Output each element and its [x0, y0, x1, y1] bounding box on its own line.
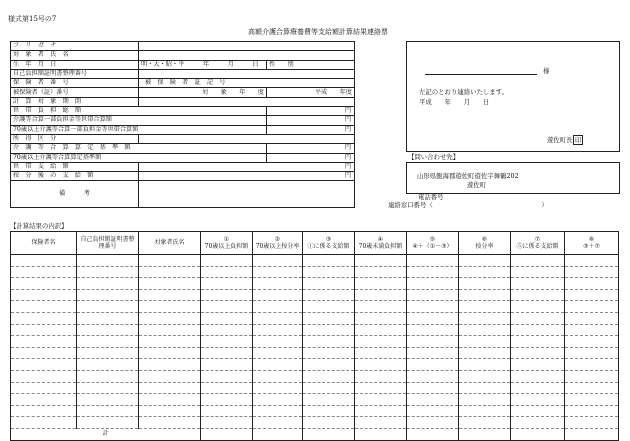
insurer-number-label: 保 険 者 番 号 — [11, 79, 139, 88]
table-cell[interactable] — [139, 359, 201, 371]
table-cell[interactable] — [139, 347, 201, 359]
table-cell[interactable] — [201, 370, 253, 382]
table-cell[interactable] — [77, 394, 139, 406]
table-cell[interactable] — [355, 336, 407, 348]
table-cell[interactable] — [11, 336, 77, 348]
contact-box — [406, 162, 620, 194]
sex-label[interactable]: 性 別 — [267, 60, 355, 69]
table-cell[interactable] — [253, 394, 303, 406]
table-cell[interactable] — [565, 324, 619, 336]
table-cell[interactable] — [511, 370, 565, 382]
results-col-number: ⑤ — [429, 235, 436, 243]
table-cell[interactable] — [11, 289, 77, 301]
table-cell[interactable] — [355, 255, 407, 267]
yen-3: 円 — [267, 125, 355, 134]
table-row — [11, 359, 619, 371]
table-cell[interactable] — [253, 359, 303, 371]
sender-name: 遊佐町長 — [547, 136, 573, 144]
table-cell[interactable] — [459, 289, 511, 301]
table-cell[interactable] — [11, 312, 77, 324]
table-cell[interactable] — [511, 312, 565, 324]
table-row — [11, 266, 619, 278]
results-col-label: ③＋⑦ — [583, 243, 600, 250]
table-cell[interactable] — [459, 324, 511, 336]
results-col-number: ③ — [325, 235, 332, 243]
results-table — [10, 231, 619, 441]
table-row — [11, 336, 619, 348]
table-cell[interactable] — [459, 301, 511, 313]
table-cell[interactable] — [355, 266, 407, 278]
table-cell[interactable] — [511, 382, 565, 394]
table-cell[interactable] — [11, 394, 77, 406]
table-cell[interactable] — [355, 382, 407, 394]
sama-label: 様 — [543, 67, 550, 75]
table-cell[interactable] — [201, 336, 253, 348]
over70-standard-label: 70歳以上介護等合算算定基準額 — [11, 153, 267, 162]
table-cell[interactable] — [253, 266, 303, 278]
notice-date: 平成 年 月 日 — [419, 98, 490, 106]
total-label: 計 — [11, 428, 201, 440]
table-row — [11, 417, 619, 429]
table-cell[interactable] — [201, 394, 253, 406]
table-cell[interactable] — [77, 312, 139, 324]
table-cell[interactable] — [565, 255, 619, 267]
results-col-label: 70歳以上按分率 — [255, 243, 300, 250]
remarks-field[interactable] — [139, 181, 355, 208]
table-cell[interactable] — [303, 359, 355, 371]
results-col-header — [77, 232, 139, 255]
table-cell[interactable] — [355, 289, 407, 301]
table-cell[interactable] — [407, 324, 459, 336]
table-cell[interactable] — [11, 255, 77, 267]
table-cell[interactable] — [201, 382, 253, 394]
total-cell[interactable] — [201, 428, 253, 440]
results-col-number: ⑥ — [481, 235, 488, 243]
results-col-number: ② — [274, 235, 281, 243]
table-cell[interactable] — [565, 347, 619, 359]
care-combined-label: 介護等合算一部負担金等世帯合算額 — [11, 116, 267, 125]
table-cell[interactable] — [355, 301, 407, 313]
table-cell[interactable] — [303, 255, 355, 267]
table-cell[interactable] — [355, 359, 407, 371]
table-cell[interactable] — [201, 417, 253, 429]
results-col-label: 70歳以上負担額 — [204, 243, 249, 250]
table-cell[interactable] — [303, 266, 355, 278]
table-cell[interactable] — [77, 347, 139, 359]
yen-2: 円 — [267, 116, 355, 125]
table-cell[interactable] — [201, 301, 253, 313]
table-row — [11, 278, 619, 290]
results-col-number: ⑦ — [534, 235, 541, 243]
calc-period-field[interactable] — [139, 97, 355, 106]
table-cell[interactable] — [139, 266, 201, 278]
table-cell[interactable] — [565, 394, 619, 406]
table-cell[interactable] — [303, 278, 355, 290]
results-col-header — [511, 232, 565, 255]
table-cell[interactable] — [511, 347, 565, 359]
results-col-number: ⑧ — [588, 235, 595, 243]
table-cell[interactable] — [459, 312, 511, 324]
table-cell[interactable] — [407, 347, 459, 359]
contact-heading: 【問い合わせ先】 — [408, 153, 460, 161]
table-cell[interactable] — [201, 278, 253, 290]
furigana-field[interactable] — [139, 42, 355, 51]
table-cell[interactable] — [201, 347, 253, 359]
table-cell[interactable] — [201, 266, 253, 278]
table-cell[interactable] — [355, 324, 407, 336]
table-cell[interactable] — [303, 289, 355, 301]
table-cell[interactable] — [139, 394, 201, 406]
results-col-label: 対象者氏名 — [154, 239, 185, 247]
table-cell[interactable] — [511, 336, 565, 348]
results-col-header — [303, 232, 355, 255]
table-cell[interactable] — [511, 278, 565, 290]
table-cell[interactable] — [511, 255, 565, 267]
table-cell[interactable] — [303, 382, 355, 394]
table-cell[interactable] — [303, 417, 355, 429]
results-col-header — [139, 232, 201, 255]
results-col-number: ④ — [377, 235, 384, 243]
table-cell[interactable] — [511, 324, 565, 336]
target-period-value[interactable]: 平成 年度 — [267, 88, 355, 97]
table-cell[interactable] — [201, 324, 253, 336]
table-cell[interactable] — [355, 370, 407, 382]
table-cell[interactable] — [407, 301, 459, 313]
results-col-header — [11, 232, 77, 255]
insured-number-label: 被保険者（証）番号 — [11, 88, 139, 97]
total-cell[interactable] — [253, 428, 303, 440]
table-cell[interactable] — [11, 370, 77, 382]
table-cell[interactable] — [77, 405, 139, 417]
table-cell[interactable] — [201, 255, 253, 267]
total-cell[interactable] — [355, 428, 407, 440]
yen-7: 円 — [139, 172, 355, 181]
table-cell[interactable] — [407, 336, 459, 348]
table-cell[interactable] — [407, 382, 459, 394]
table-cell[interactable] — [459, 359, 511, 371]
results-col-label: 自己負担額証明書整理番号 — [80, 235, 135, 250]
table-row — [11, 370, 619, 382]
table-cell[interactable] — [139, 336, 201, 348]
table-cell[interactable] — [253, 312, 303, 324]
results-col-header — [253, 232, 303, 255]
table-cell[interactable] — [253, 347, 303, 359]
table-cell[interactable] — [11, 405, 77, 417]
total-cell[interactable] — [303, 428, 355, 440]
table-cell[interactable] — [565, 278, 619, 290]
table-cell[interactable] — [407, 255, 459, 267]
table-cell[interactable] — [355, 417, 407, 429]
table-cell[interactable] — [139, 405, 201, 417]
table-cell[interactable] — [355, 312, 407, 324]
table-cell[interactable] — [139, 255, 201, 267]
table-cell[interactable] — [77, 359, 139, 371]
table-cell[interactable] — [77, 255, 139, 267]
table-cell[interactable] — [407, 370, 459, 382]
contact-org: 遊佐町 — [467, 181, 487, 189]
table-cell[interactable] — [565, 312, 619, 324]
table-cell[interactable] — [11, 266, 77, 278]
page-title: 高額介護合算療養費等支給額計算結果連絡票 — [248, 28, 388, 36]
table-cell[interactable] — [407, 289, 459, 301]
table-cell[interactable] — [459, 370, 511, 382]
table-cell[interactable] — [459, 347, 511, 359]
yen-5: 円 — [267, 153, 355, 162]
table-cell[interactable] — [511, 266, 565, 278]
table-cell[interactable] — [407, 394, 459, 406]
table-cell[interactable] — [459, 405, 511, 417]
results-col-header — [565, 232, 619, 255]
results-col-header — [459, 232, 511, 255]
table-cell[interactable] — [407, 312, 459, 324]
table-cell[interactable] — [77, 370, 139, 382]
phone-label: 電話番号 — [418, 193, 444, 201]
table-cell[interactable] — [565, 301, 619, 313]
yen-1: 円 — [267, 107, 355, 116]
birth-date-value[interactable]: 明・大・昭・平 年 月 日 — [139, 60, 267, 69]
form-number: 様式第15号の7 — [8, 15, 57, 23]
table-row — [11, 324, 619, 336]
table-row — [11, 289, 619, 301]
results-col-label: 保険者名 — [31, 239, 56, 247]
table-cell[interactable] — [303, 312, 355, 324]
table-cell[interactable] — [511, 359, 565, 371]
calc-period-label: 計 算 対 象 期 間 — [11, 97, 139, 106]
table-cell[interactable] — [253, 382, 303, 394]
birth-date-label: 生 年 月 日 — [11, 60, 139, 69]
table-cell[interactable] — [565, 370, 619, 382]
insurer-card-label[interactable]: 被 保 険 者 証 記 号 — [139, 79, 355, 88]
table-cell[interactable] — [253, 370, 303, 382]
left-form-table — [10, 41, 355, 208]
table-cell[interactable] — [303, 405, 355, 417]
table-cell[interactable] — [355, 278, 407, 290]
contact-person: 連絡窓口番号（ ） — [388, 201, 548, 209]
table-cell[interactable] — [459, 266, 511, 278]
table-cell[interactable] — [139, 417, 201, 429]
table-cell[interactable] — [511, 289, 565, 301]
results-col-label: ④＋（①－③） — [412, 243, 453, 250]
household-burden-label: 世 帯 負 担 総 額 — [11, 107, 267, 116]
target-period-label: 対 象 年 度 — [139, 88, 267, 97]
over70-combined-label: 70歳以上介護等合算一部負担金等世帯合算額 — [11, 125, 267, 134]
table-cell[interactable] — [511, 394, 565, 406]
table-cell[interactable] — [253, 278, 303, 290]
table-row — [11, 405, 619, 417]
table-cell[interactable] — [139, 370, 201, 382]
table-cell[interactable] — [139, 324, 201, 336]
table-cell[interactable] — [11, 359, 77, 371]
table-cell[interactable] — [303, 324, 355, 336]
yen-4: 円 — [267, 144, 355, 153]
table-cell[interactable] — [565, 266, 619, 278]
table-cell[interactable] — [253, 289, 303, 301]
notice-text: 左記のとおり連絡いたします。 — [419, 88, 508, 96]
contact-address: 山形県飽海郡遊佐町遊佐字舞鶴202 — [417, 172, 519, 180]
results-col-label: ⑤に係る支給額 — [516, 243, 559, 250]
table-cell[interactable] — [11, 324, 77, 336]
table-cell[interactable] — [407, 405, 459, 417]
table-cell[interactable] — [77, 324, 139, 336]
table-row — [11, 312, 619, 324]
household-payment-label: 世 帯 支 給 額 — [11, 162, 139, 171]
table-cell[interactable] — [77, 336, 139, 348]
table-cell[interactable] — [407, 278, 459, 290]
table-cell[interactable] — [139, 278, 201, 290]
yen-6: 円 — [139, 162, 355, 171]
table-cell[interactable] — [303, 370, 355, 382]
table-cell[interactable] — [253, 301, 303, 313]
seal-mark: 印 — [575, 136, 582, 144]
table-cell[interactable] — [303, 336, 355, 348]
total-row — [11, 428, 619, 440]
table-row — [11, 394, 619, 406]
table-cell[interactable] — [407, 417, 459, 429]
total-cell[interactable] — [565, 428, 619, 440]
table-cell[interactable] — [355, 347, 407, 359]
table-cell[interactable] — [253, 324, 303, 336]
table-cell[interactable] — [201, 359, 253, 371]
table-cell[interactable] — [459, 394, 511, 406]
prorated-payment-label: 按 分 後 の 支 給 額 — [11, 172, 139, 181]
table-cell[interactable] — [201, 405, 253, 417]
table-cell[interactable] — [77, 382, 139, 394]
total-cell[interactable] — [511, 428, 565, 440]
results-col-header — [407, 232, 459, 255]
subject-name-label: 対 象 者 氏 名 — [11, 51, 139, 60]
table-cell[interactable] — [511, 301, 565, 313]
table-cell[interactable] — [459, 255, 511, 267]
table-cell[interactable] — [253, 417, 303, 429]
table-cell[interactable] — [303, 301, 355, 313]
results-col-number: ① — [223, 235, 230, 243]
table-cell[interactable] — [253, 336, 303, 348]
income-class-label: 所 得 区 分 — [11, 134, 139, 143]
table-cell[interactable] — [201, 312, 253, 324]
furigana-label: フ リ ガ ナ — [11, 42, 139, 51]
addressee-line[interactable] — [425, 74, 537, 75]
table-cell[interactable] — [139, 289, 201, 301]
table-cell[interactable] — [303, 394, 355, 406]
table-cell[interactable] — [407, 266, 459, 278]
table-cell[interactable] — [511, 417, 565, 429]
table-cell[interactable] — [77, 417, 139, 429]
table-cell[interactable] — [11, 301, 77, 313]
table-cell[interactable] — [355, 394, 407, 406]
table-cell[interactable] — [77, 289, 139, 301]
table-cell[interactable] — [565, 417, 619, 429]
table-cell[interactable] — [459, 336, 511, 348]
table-cell[interactable] — [565, 359, 619, 371]
results-col-header — [355, 232, 407, 255]
table-cell[interactable] — [565, 336, 619, 348]
total-cell[interactable] — [407, 428, 459, 440]
table-cell[interactable] — [303, 347, 355, 359]
table-cell[interactable] — [77, 278, 139, 290]
table-cell[interactable] — [139, 301, 201, 313]
results-col-label: 按分率 — [475, 243, 494, 250]
table-cell[interactable] — [253, 405, 303, 417]
table-row — [11, 347, 619, 359]
table-row — [11, 382, 619, 394]
table-cell[interactable] — [355, 405, 407, 417]
addressee-box — [406, 41, 620, 152]
subject-name-field[interactable] — [139, 51, 355, 60]
table-cell[interactable] — [511, 405, 565, 417]
remarks-label: 備 考 — [11, 181, 139, 208]
table-cell[interactable] — [459, 382, 511, 394]
results-col-label: 70歳未満負担額 — [358, 243, 403, 250]
table-cell[interactable] — [11, 347, 77, 359]
table-cell[interactable] — [11, 382, 77, 394]
table-cell[interactable] — [201, 289, 253, 301]
table-cell[interactable] — [253, 255, 303, 267]
table-cell[interactable] — [11, 278, 77, 290]
certificate-number-label: 自己負担額証明書整理番号 — [11, 69, 139, 78]
results-col-header — [201, 232, 253, 255]
table-cell[interactable] — [139, 382, 201, 394]
table-cell[interactable] — [565, 289, 619, 301]
table-cell[interactable] — [565, 405, 619, 417]
table-cell[interactable] — [407, 359, 459, 371]
results-heading: 【計算結果の内訳】 — [10, 222, 68, 230]
table-cell[interactable] — [139, 312, 201, 324]
total-cell[interactable] — [459, 428, 511, 440]
income-class-field[interactable] — [139, 134, 355, 143]
table-cell[interactable] — [77, 266, 139, 278]
care-standard-label: 介 護 等 合 算 算 定 基 準 額 — [11, 144, 267, 153]
table-row — [11, 255, 619, 267]
results-col-label: ①に係る支給額 — [307, 243, 350, 250]
table-cell[interactable] — [11, 417, 77, 429]
table-cell[interactable] — [459, 278, 511, 290]
table-cell[interactable] — [459, 417, 511, 429]
table-row — [11, 301, 619, 313]
certificate-number-field[interactable] — [139, 69, 355, 78]
table-cell[interactable] — [565, 382, 619, 394]
table-cell[interactable] — [77, 301, 139, 313]
